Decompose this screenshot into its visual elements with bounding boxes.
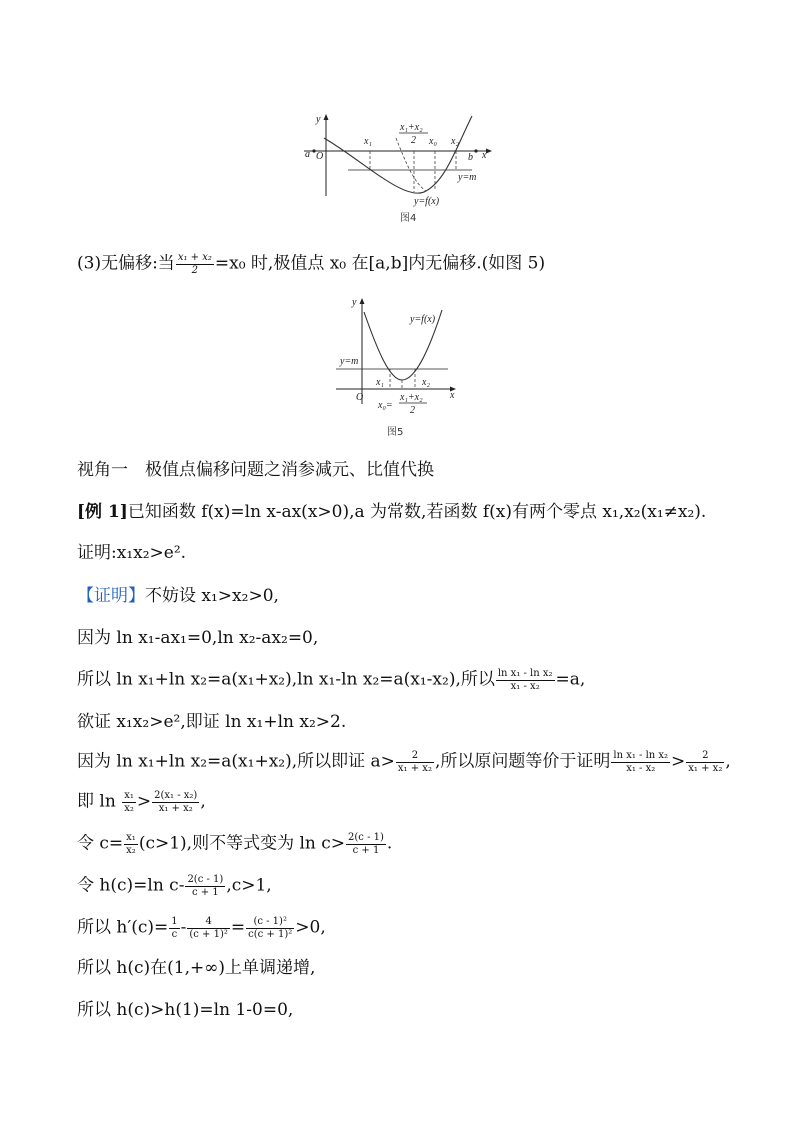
proof-7c: . (386, 833, 393, 854)
fig4-yf-label: y=f(x) (414, 196, 440, 207)
proof-2: 因为 ln x₁-ax₁=0,ln x₂-ax₂=0, (77, 628, 319, 648)
fig5-x-label: x (450, 390, 455, 401)
proof-line-3 (77, 668, 585, 692)
proof-5a: 因为 ln x₁+ln x₂=a(x₁+x₂),所以即证 a> (77, 751, 395, 772)
proof-3-frac: $\frac{\text{ln x₁ - ln x₂}}{\text{x₁ - x₂}}$ (497, 668, 553, 692)
proof-3a: 所以 ln x₁+ln x₂=a(x₁+x₂),ln x₁-ln x₂=a(x₁-x₂),所以 (77, 669, 495, 690)
proof-3b: =a, (555, 669, 586, 690)
proof-6-frac1: $\frac{\text{x₁}}{\text{x₂}}$ (124, 790, 134, 814)
fig4-ym-label: y=m (458, 172, 477, 183)
fig5-x0eq: x₀= (378, 400, 393, 411)
proof-8-frac: $\frac{2(c - 1)}{c + 1}$ (187, 874, 224, 898)
example-tag: [例 1] (77, 502, 128, 522)
proof-5d: , (725, 751, 731, 772)
proof-1: 不妨设 x₁>x₂>0, (145, 586, 279, 606)
fig4-origin: O (316, 151, 324, 162)
fig4-b-label: b (468, 152, 473, 163)
fig5-mid-den: 2 (410, 405, 415, 416)
example-1 (77, 504, 706, 521)
proof-9c: = (230, 917, 246, 938)
fig4-a-label: a (305, 149, 310, 160)
proof-6b: > (136, 791, 152, 812)
proof-8a: 令 h(c)=ln c- (77, 875, 185, 896)
proof-4: 欲证 x₁x₂>e²,即证 ln x₁+ln x₂>2. (77, 712, 347, 732)
proof-5-frac3: $\frac{2}{\text{x₁ + x₂}}$ (688, 750, 723, 774)
fig5-ym-label: y=m (340, 356, 359, 367)
proof-7b: (c>1),则不等式变为 ln c> (138, 833, 346, 854)
proof-6c: , (200, 791, 206, 812)
fig4-mid-den: 2 (411, 135, 416, 146)
proof-11: 所以 h(c)>h(1)=ln 1-0=0, (77, 1000, 294, 1020)
proof-6-frac2: $\frac{\text{2(x₁ - x₂)}}{\text{x₁ + x₂}}$ (154, 790, 198, 814)
fig5-y-label: y (352, 297, 357, 308)
fig5-x2-label: x₂ (422, 377, 430, 388)
case3-line (77, 252, 545, 276)
case3-frac: $\frac{\text{x₁ + x₂}}{2}$ (177, 252, 212, 276)
case3-post: =x₀ 时,极值点 x₀ 在[a,b]内无偏移.(如图 5) (214, 253, 546, 274)
fig5-yf-label: y=f(x) (410, 314, 436, 325)
fig5-origin: O (356, 392, 364, 403)
fig4-x1-label: x₁ (364, 136, 372, 147)
fig5-x1-label: x₁ (376, 377, 384, 388)
fig4-mid-num: x₁+x₂ (400, 122, 423, 133)
proof-5-frac1: $\frac{2}{\text{x₁ + x₂}}$ (397, 750, 432, 774)
proof-5-frac2: $\frac{\text{ln x₁ - ln x₂}}{\text{x₁ - x₂}}$ (613, 750, 669, 774)
proof-9b: - (180, 917, 187, 938)
proof-5c: > (671, 751, 686, 772)
proof-6a: 即 ln (77, 791, 122, 812)
fig4-x2-label: x₂ (451, 136, 459, 147)
proof-line-1 (77, 588, 279, 605)
proof-line-4 (77, 714, 346, 731)
proof-9a: 所以 h′(c)= (77, 917, 169, 938)
proof-9-frac3: $\frac{\text{(c - 1)²}}{\text{c(c + 1)²}}$ (248, 916, 293, 940)
section-heading-text: 视角一 极值点偏移问题之消参减元、比值代换 (77, 460, 434, 480)
proof-10: 所以 h(c)在(1,+∞)上单调递增, (77, 958, 316, 978)
proof-line-6 (77, 790, 206, 814)
fig4-curve (324, 116, 472, 193)
proof-5b: ,所以原问题等价于证明 (434, 751, 611, 772)
proof-line-2 (77, 630, 318, 647)
figure-5 (330, 292, 470, 442)
proof-line-10 (77, 960, 315, 977)
proof-9-frac2: $\frac{4}{\text{(c + 1)²}}$ (189, 916, 228, 940)
prove-text: 证明:x₁x₂>e². (77, 543, 187, 563)
fig5-mid-num: x₁+x₂ (400, 392, 423, 403)
fig4-x-label: x (482, 150, 487, 161)
proof-7-frac1: $\frac{\text{x₁}}{\text{x₂}}$ (126, 832, 136, 856)
proof-9d: >0, (295, 917, 326, 938)
section-heading (77, 462, 434, 479)
proof-7a: 令 c= (77, 833, 124, 854)
proof-9-frac1: $\frac{1}{c}$ (171, 916, 178, 940)
proof-line-5 (77, 750, 731, 774)
proof-7-frac2: $\frac{2(c - 1)}{c + 1}$ (348, 832, 384, 856)
proof-line-11 (77, 1002, 293, 1019)
fig4-x0-label: x₀ (429, 136, 437, 147)
case3-pre: (3)无偏移:当 (77, 253, 175, 274)
fig4-y-label: y (316, 114, 321, 125)
prove-line (77, 545, 186, 562)
example-body: 已知函数 f(x)=ln x-ax(x>0),a 为常数,若函数 f(x)有两个零点 x₁,x₂(x₁≠x₂). (127, 502, 707, 522)
proof-line-7 (77, 832, 392, 856)
proof-tag: 【证明】 (77, 586, 145, 606)
fig4-caption: 图4 (400, 213, 417, 224)
proof-line-8 (77, 874, 272, 898)
proof-8b: ,c>1, (226, 875, 272, 896)
proof-line-9 (77, 916, 326, 940)
figure-4 (296, 108, 506, 230)
fig5-caption: 图5 (387, 427, 404, 438)
